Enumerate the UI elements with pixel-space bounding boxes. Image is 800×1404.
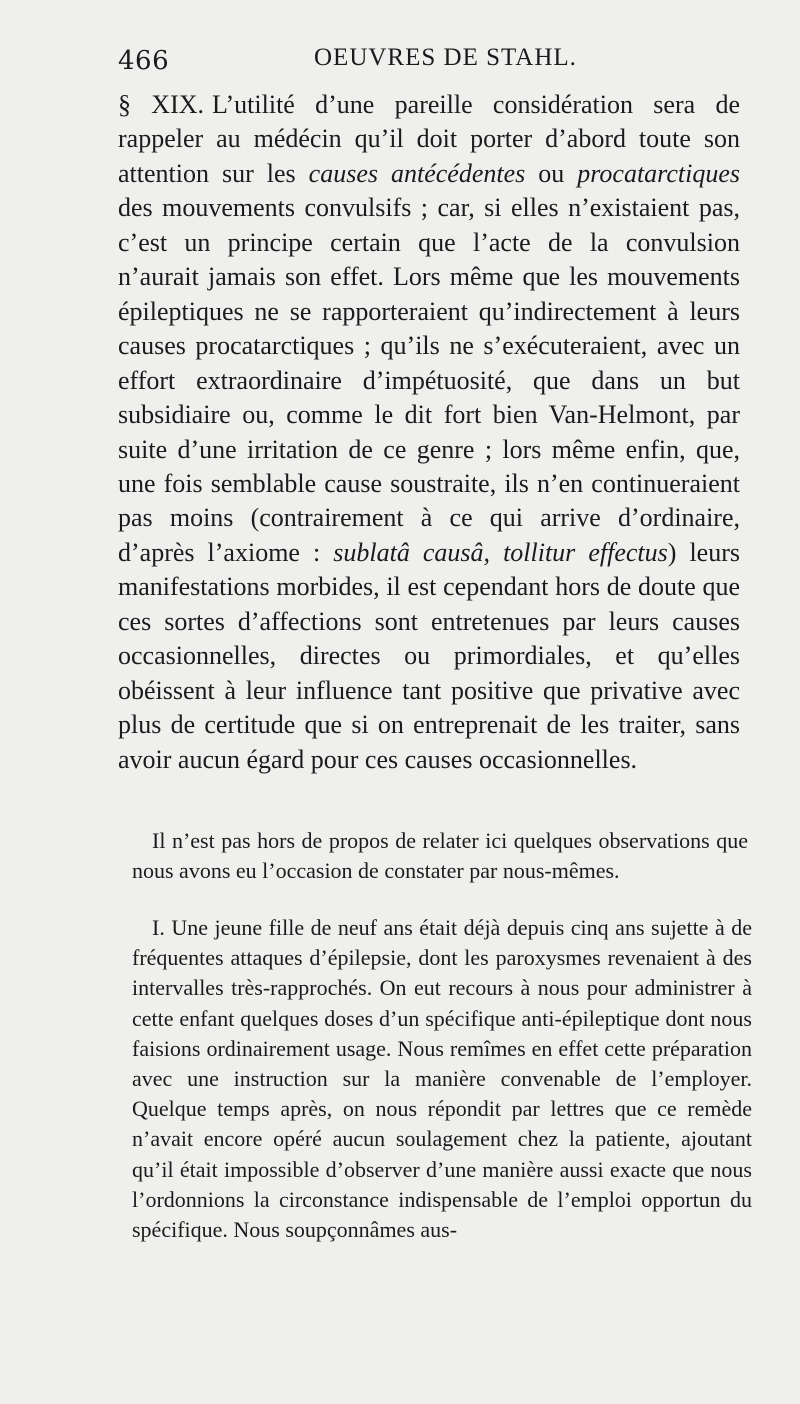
- observations-intro-text: Il n’est pas hors de propos de relater ici quelques observations que nous avons eu l’occasion de constater par nous-mêmes.: [132, 828, 748, 883]
- running-title: OEUVRES DE STAHL.: [314, 44, 577, 71]
- section-text-part-1: L’utilité d’une pareille considération sera de rappeler au médécin qu’il doit porter d’abord toute son attention sur les: [118, 90, 740, 188]
- section-paragraph: [118, 88, 740, 777]
- section-text-part-2: ou: [525, 158, 578, 188]
- section-italic-procatarctiques: procatarctiques: [577, 158, 740, 188]
- observation-case-text: I. Une jeune fille de neuf ans était déjà depuis cinq ans sujette à de fréquentes attaques d’épilepsie, dont les paroxysmes revenaient à des intervalles très-rapprochés. On eut recours à nous pour administrer à cette enfant quelques doses d’un spécifique anti-épileptique dont nous faisions ordinairement usage. Nous remîmes en effet cette préparation avec une instruction sur la manière convenable de l’employer. Quelque temps après, on nous répondit par lettres que ce remède n’avait encore opéré aucun soulagement chez la patiente, ajoutant qu’il était impossible d’observer d’une manière aussi exacte que nous l’ordonnions la circonstance indispensable de l’emploi opportun du spécifique. Nous soupçonnâmes aus-: [132, 915, 752, 1243]
- section-mark: § XIX.: [118, 90, 205, 119]
- observations-intro-paragraph: [132, 826, 748, 885]
- section-text-part-4: ) leurs manifestations morbides, il est cependant hors de doute que ces sortes d’affections sont entretenues par leurs causes occasionnelles, directes ou primordiales, et qu’elles obéissent à leur influence tant positive que privative avec plus de certitude que si on entreprenait de les traiter, sans avoir aucun égard pour ces causes occasionnelles.: [118, 537, 740, 774]
- observation-case-paragraph: [132, 913, 752, 1245]
- section-italic-causes: causes antécédentes: [308, 158, 526, 188]
- section-text-part-3: des mouvements convulsifs ; car, si elles n’existaient pas, c’est un principe certain que l’acte de la convulsion n’aurait jamais son effet. Lors même que les mouvements épileptiques ne se rapporteraient qu’indirectement à leurs causes procatarctiques ; qu’ils ne s’exécuteraient, avec un effort extraordinaire d’impétuosité, que dans un but subsidiaire ou, comme le dit fort bien Van-Helmont, par suite d’une irritation de ce genre ; lors même enfin, que, une fois semblable cause soustraite, ils n’en continueraient pas moins (contrairement à ce qui arrive d’ordinaire, d’après l’axiome :: [118, 193, 740, 567]
- section-italic-axiom: sublatâ causâ, tollitur effectus: [333, 537, 668, 567]
- page-number: 466: [118, 46, 170, 76]
- page-header: [0, 40, 800, 80]
